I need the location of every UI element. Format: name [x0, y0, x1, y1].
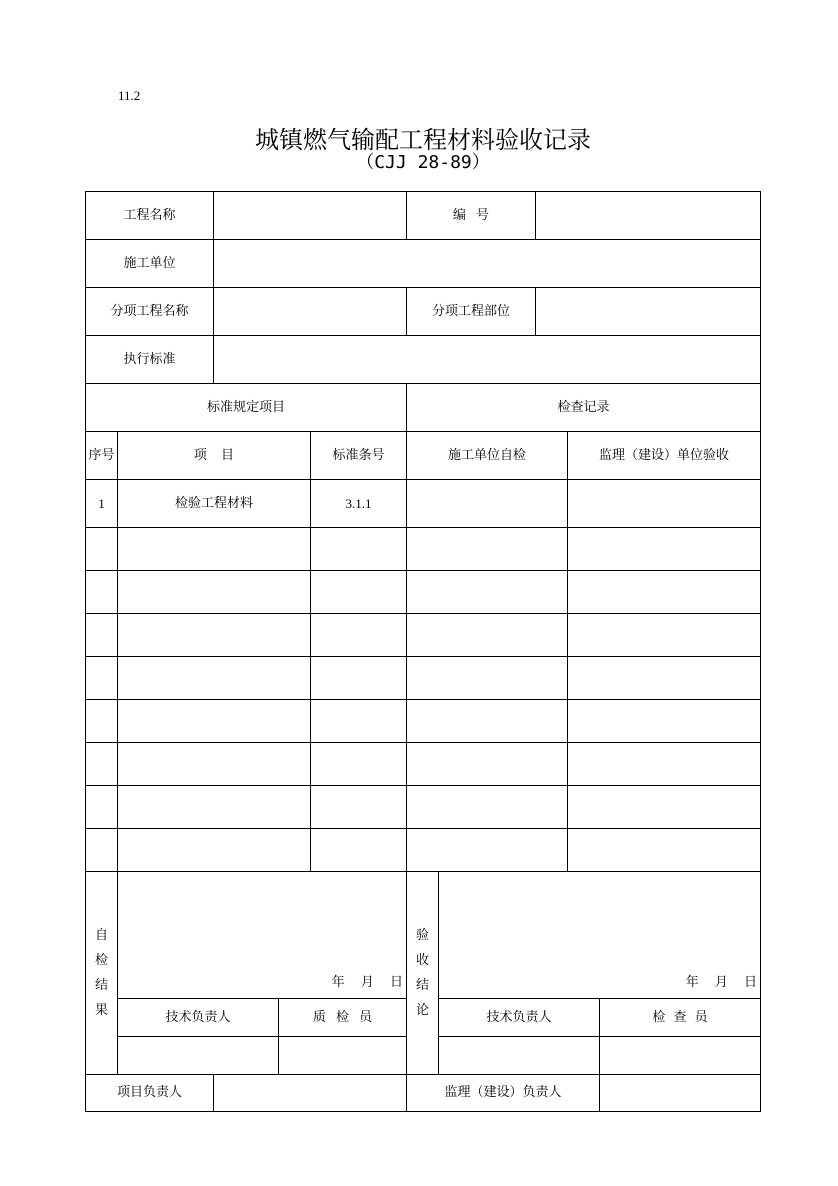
- row-number-cell: [86, 657, 118, 700]
- self-check-result-area: [118, 872, 407, 999]
- self-check-cell: [407, 480, 568, 528]
- row-number-cell: 1: [86, 480, 118, 528]
- standard-code: （CJJ 28-89）: [356, 152, 490, 173]
- clause-number-cell: [311, 528, 407, 571]
- row-number-cell: [86, 786, 118, 829]
- acceptance-tech-lead-value: [439, 1037, 600, 1075]
- clause-number-cell: [311, 743, 407, 786]
- spec-items-header: 标准规定项目: [86, 384, 407, 432]
- row-number-cell: [86, 829, 118, 872]
- self-check-cell: [407, 786, 568, 829]
- contractor-row: [86, 240, 761, 288]
- project-manager-label: 项目负责人: [86, 1075, 214, 1112]
- subitem-location-label: 分项工程部位: [407, 288, 536, 336]
- acceptance-inspector-label: 检 查 员: [600, 999, 761, 1037]
- col-header-supervision: 监理（建设）单位验收: [568, 432, 761, 480]
- item-name-cell: [118, 743, 311, 786]
- project-info-row: [86, 192, 761, 240]
- self-check-inspector-value: [279, 1037, 407, 1075]
- acceptance-inspector-value: [600, 1037, 761, 1075]
- subitem-row: [86, 288, 761, 336]
- table-row: [86, 743, 761, 786]
- col-header-clause: 标准条号: [311, 432, 407, 480]
- clause-number-cell: [311, 700, 407, 743]
- item-name-cell: [118, 700, 311, 743]
- table-row: [86, 528, 761, 571]
- table-row: [86, 480, 761, 528]
- clause-number-cell: [311, 657, 407, 700]
- self-check-cell: [407, 528, 568, 571]
- self-check-inspector-label: 质 检 员: [279, 999, 407, 1037]
- item-name-cell: [118, 571, 311, 614]
- group-header-row: [86, 384, 761, 432]
- self-check-cell: [407, 700, 568, 743]
- column-header-row: [86, 432, 761, 480]
- self-check-tech-lead-value: [118, 1037, 279, 1075]
- subitem-name-value: [214, 288, 407, 336]
- clause-number-cell: [311, 786, 407, 829]
- col-header-self-check: 施工单位自检: [407, 432, 568, 480]
- acceptance-conclusion-label: [407, 872, 439, 1075]
- project-manager-value: [214, 1075, 407, 1112]
- self-check-cell: [407, 743, 568, 786]
- row-number-cell: [86, 743, 118, 786]
- supervision-acceptance-cell: [568, 829, 761, 872]
- contractor-label: 施工单位: [86, 240, 214, 288]
- item-name-cell: [118, 614, 311, 657]
- supervision-acceptance-cell: [568, 786, 761, 829]
- clause-number-cell: [311, 571, 407, 614]
- table-row: [86, 786, 761, 829]
- table-row: [86, 657, 761, 700]
- subitem-location-value: [536, 288, 761, 336]
- item-name-cell: [118, 528, 311, 571]
- row-number-cell: [86, 700, 118, 743]
- supervision-acceptance-cell: [568, 480, 761, 528]
- results-block: [86, 872, 761, 1075]
- self-check-cell: [407, 657, 568, 700]
- supervision-acceptance-cell: [568, 743, 761, 786]
- serial-number-label: 编 号: [407, 192, 536, 240]
- self-check-result-label-text: 自检结果: [95, 928, 109, 1018]
- standard-label: 执行标准: [86, 336, 214, 384]
- supervisor-value: [600, 1075, 761, 1112]
- section-number: 11.2: [118, 88, 141, 103]
- form-title: 城镇燃气输配工程材料验收记录: [255, 126, 591, 154]
- responsible-persons-row: [86, 1075, 761, 1112]
- item-rows: [86, 480, 761, 872]
- row-number-cell: [86, 528, 118, 571]
- self-check-cell: [407, 829, 568, 872]
- supervision-acceptance-cell: [568, 657, 761, 700]
- supervision-acceptance-cell: [568, 528, 761, 571]
- self-check-cell: [407, 571, 568, 614]
- table-row: [86, 700, 761, 743]
- standard-row: [86, 336, 761, 384]
- self-check-result-label: [86, 872, 118, 1075]
- row-number-cell: [86, 614, 118, 657]
- supervision-acceptance-cell: [568, 614, 761, 657]
- project-name-value: [214, 192, 407, 240]
- table-row: [86, 571, 761, 614]
- clause-number-cell: [311, 614, 407, 657]
- supervisor-label: 监理（建设）负责人: [407, 1075, 600, 1112]
- col-header-item: 项 目: [118, 432, 311, 480]
- acceptance-conclusion-area: [439, 872, 761, 999]
- clause-number-cell: [311, 829, 407, 872]
- self-check-cell: [407, 614, 568, 657]
- inspection-record-header: 检查记录: [407, 384, 761, 432]
- material-acceptance-form: [85, 191, 761, 1112]
- contractor-value: [214, 240, 761, 288]
- acceptance-conclusion-label-text: 验收结论: [416, 928, 430, 1018]
- acceptance-date: 年 月 日: [685, 975, 757, 990]
- supervision-acceptance-cell: [568, 700, 761, 743]
- item-name-cell: [118, 657, 311, 700]
- table-row: [86, 614, 761, 657]
- self-check-date: 年 月 日: [331, 975, 403, 990]
- item-name-cell: 检验工程材料: [118, 480, 311, 528]
- supervision-acceptance-cell: [568, 571, 761, 614]
- clause-number-cell: 3.1.1: [311, 480, 407, 528]
- acceptance-tech-lead-label: 技术负责人: [439, 999, 600, 1037]
- project-name-label: 工程名称: [86, 192, 214, 240]
- self-check-tech-lead-label: 技术负责人: [118, 999, 279, 1037]
- subitem-name-label: 分项工程名称: [86, 288, 214, 336]
- col-header-no: 序号: [86, 432, 118, 480]
- serial-number-value: [536, 192, 761, 240]
- item-name-cell: [118, 829, 311, 872]
- table-row: [86, 829, 761, 872]
- standard-value: [214, 336, 761, 384]
- item-name-cell: [118, 786, 311, 829]
- row-number-cell: [86, 571, 118, 614]
